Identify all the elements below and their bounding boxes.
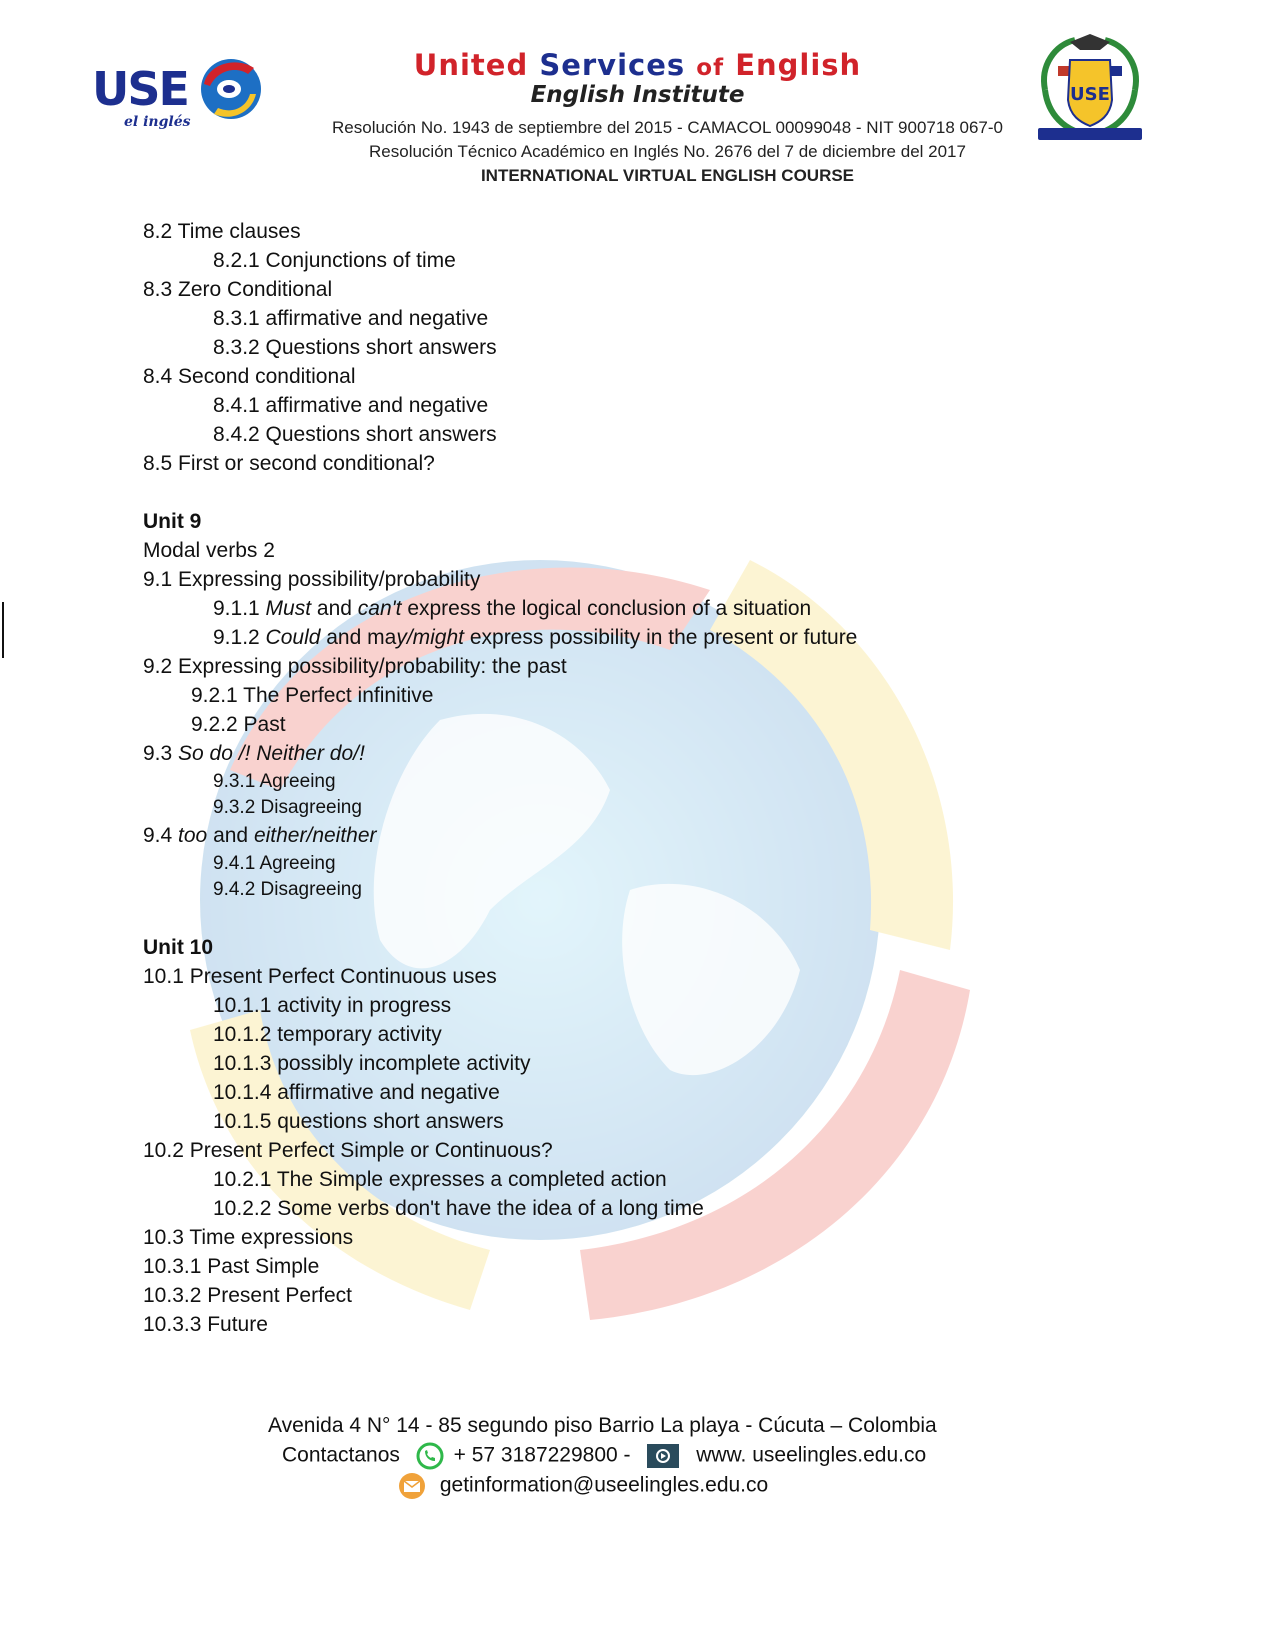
topic-8-2: 8.2 Time clauses: [143, 220, 301, 243]
contact-website[interactable]: www. useelingles.edu.co: [696, 1443, 927, 1467]
topic-9-2-1: 9.2.1 The Perfect infinitive: [191, 684, 434, 707]
topic-9-1-2: [213, 626, 857, 650]
email-icon: [398, 1472, 426, 1500]
topic-9-1-2-and: and ma: [320, 626, 397, 649]
topic-9-4: [143, 824, 377, 848]
topic-9-2-2: 9.2.2 Past: [191, 713, 286, 736]
contact-email[interactable]: getinformation@useelingles.edu.co: [439, 1473, 769, 1497]
topic-10-3-2: 10.3.2 Present Perfect: [143, 1284, 352, 1307]
footer-email-row: [398, 1472, 768, 1500]
unit-9-heading: Unit 9: [143, 510, 202, 533]
topic-9-1-1-and: and: [311, 597, 358, 620]
topic-9-1-2-might: y/might: [396, 626, 464, 649]
topic-9-3-2: 9.3.2 Disagreeing: [213, 797, 362, 818]
logo-subtext: el inglés: [124, 114, 191, 130]
topic-9-1-2-num: 9.1.2: [213, 626, 266, 649]
topic-8-3-1: 8.3.1 affirmative and negative: [213, 307, 489, 330]
topic-9-4-either: either/neither: [253, 824, 377, 847]
logo-text: USE: [92, 62, 188, 116]
topic-8-3-2: 8.3.2 Questions short answers: [213, 336, 497, 359]
topic-10-1-5: 10.1.5 questions short answers: [213, 1110, 504, 1133]
resolution-line-2: Resolución Técnico Académico en Inglés No. 2676 del 7 de diciembre del 2017: [369, 142, 966, 161]
topic-9-3: [143, 742, 365, 766]
topic-8-3: 8.3 Zero Conditional: [143, 278, 333, 301]
topic-10-3: 10.3 Time expressions: [143, 1226, 354, 1249]
topic-9-4-1: 9.4.1 Agreeing: [213, 853, 336, 874]
topic-10-1-4: 10.1.4 affirmative and negative: [213, 1081, 500, 1104]
topic-9-1-2-could: Could: [265, 626, 321, 649]
topic-10-1-2: 10.1.2 temporary activity: [213, 1023, 442, 1046]
brand-word-english: English: [735, 48, 862, 82]
footer-address: Avenida 4 N° 14 - 85 segundo piso Barrio La playa - Cúcuta – Colombia: [268, 1414, 937, 1437]
topic-10-2-1: 10.2.1 The Simple expresses a completed action: [213, 1168, 667, 1191]
topic-9-2: 9.2 Expressing possibility/probability: the past: [143, 655, 567, 678]
contact-label: Contactanos: [282, 1443, 400, 1467]
topic-9-3-text: So do /! Neither do/!: [178, 742, 365, 765]
contact-phone: + 57 3187229800 -: [453, 1443, 631, 1467]
topic-9-1-2-rest: express possibility in the present or future: [464, 626, 858, 649]
text-cursor: [2, 602, 4, 658]
topic-9-4-and: and: [207, 824, 254, 847]
topic-9-1-1-rest: express the logical conclusion of a situation: [401, 597, 812, 620]
topic-9-4-num: 9.4: [143, 824, 179, 847]
topic-9-1-1-cant: can't: [357, 597, 402, 620]
footer-contact-row: [282, 1442, 926, 1470]
topic-10-3-1: 10.3.1 Past Simple: [143, 1255, 320, 1278]
topic-8-4: 8.4 Second conditional: [143, 365, 356, 388]
seal-text: USE: [1070, 84, 1110, 105]
topic-9-3-num: 9.3: [143, 742, 179, 765]
topic-9-1-1-num: 9.1.1: [213, 597, 266, 620]
topic-10-1-1: 10.1.1 activity in progress: [213, 994, 452, 1017]
topic-9-4-too: too: [178, 824, 208, 847]
brand-subtitle: English Institute: [530, 82, 745, 108]
topic-9-3-1: 9.3.1 Agreeing: [213, 771, 336, 792]
topic-10-2: 10.2 Present Perfect Simple or Continuous?: [143, 1139, 553, 1162]
course-title: INTERNATIONAL VIRTUAL ENGLISH COURSE: [480, 166, 855, 185]
topic-8-4-2: 8.4.2 Questions short answers: [213, 423, 497, 446]
topic-8-2-1: 8.2.1 Conjunctions of time: [213, 249, 456, 272]
web-icon: [646, 1443, 680, 1469]
topic-9-4-2: 9.4.2 Disagreeing: [213, 879, 362, 900]
topic-9-1: 9.1 Expressing possibility/probability: [143, 568, 481, 591]
brand-word-services: Services: [539, 48, 686, 82]
topic-10-1: 10.1 Present Perfect Continuous uses: [143, 965, 497, 988]
unit-10-heading: Unit 10: [143, 936, 214, 959]
whatsapp-icon: [416, 1442, 444, 1470]
brand-word-united: United: [413, 48, 529, 82]
brand-word-of: of: [696, 55, 725, 81]
topic-8-5: 8.5 First or second conditional?: [143, 452, 435, 475]
topic-9-1-1: [213, 597, 811, 621]
topic-10-2-2: 10.2.2 Some verbs don't have the idea of a long time: [213, 1197, 704, 1220]
topic-10-3-3: 10.3.3 Future: [143, 1313, 268, 1336]
topic-9-1-1-must: Must: [265, 597, 312, 620]
topic-8-4-1: 8.4.1 affirmative and negative: [213, 394, 489, 417]
topic-10-1-3: 10.1.3 possibly incomplete activity: [213, 1052, 531, 1075]
resolution-line-1: Resolución No. 1943 de septiembre del 2015 - CAMACOL 00099048 - NIT 900718 067-0: [332, 118, 1003, 137]
unit-9-title: Modal verbs 2: [143, 539, 275, 562]
